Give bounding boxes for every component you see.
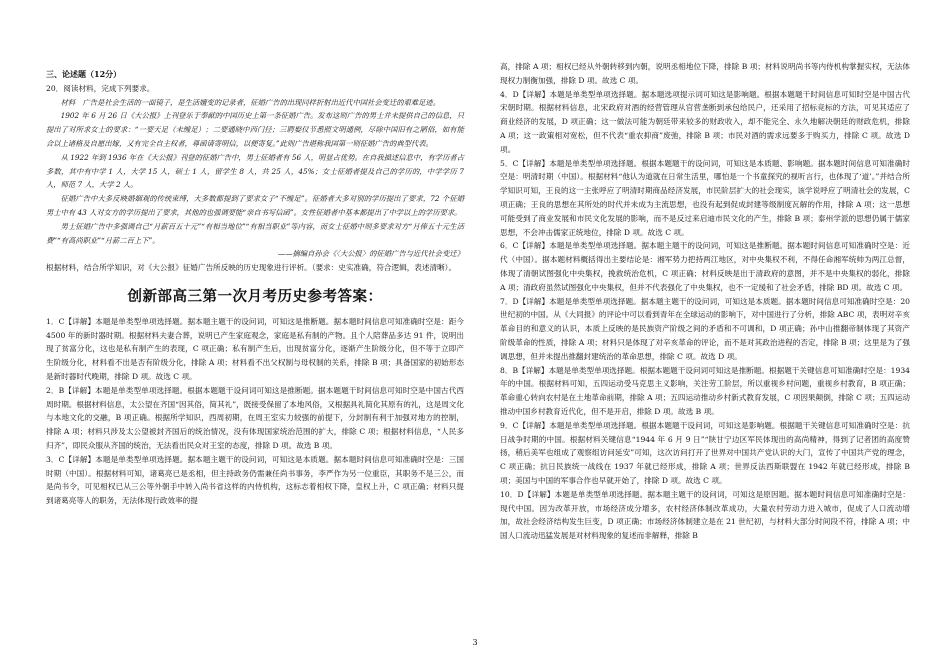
question-20: 20．阅读材料，完成下列要求。 [46,83,155,93]
question-task: 根据材料，结合所学知识，对《大公报》征婚广告所反映的历史现象进行评析。（要求：史实准确，符合逻辑，表述清晰）。 [46,263,457,273]
material-paragraph: 男士征婚广告中多强调自己“月薪百五十元”“有相当地位”“有相当职业”等内容，而女士征婚中则多要求对方“月俸五十元生活费”“有高尚职业”“月薪二百上下”。 [46,221,464,245]
answer-item: 1．C【详解】本题是单类型单项选择题。据本题主题干的设问词，可知这是推断题。据本题时间信息可知准确时空是：距今 4500 年的新时器时期。根据材料夫妻合葬，说明已产生家庭观念，家庭是私有制的产物。且个人陪葬品多达 91 件，说明出现了贫富分化，这也是私有制产生的表现，C 项正确；私有制产生后，出现贫富分化，逐渐产生阶级分化，但不等于立即产生阶级分化，材料看不出是否有阶级分化，排除 A 项；材料看不出父权制与母权制的关系，排除 B 项；具备国家的初始形态是新时器时代晚期，排除 D 项。故选 C 项。 [46,316,464,381]
answer-item: 7．D【详解】本题是单类型单项选择题。据本题主题干的设问词，可知这是本质题。据本题时间信息可知准确时空是：20 世纪初的中国。从《大同报》的评论中可以看到青年在全球运动的影响下，对中国进行了分析，排除 ABC 项，表明对辛亥革命目的和意义的认识，本质上反映的是民族资产阶级之间的矛盾和不可调和，D 项正确；孙中山推翻帝制体现了其资产阶级革命的性质，排除 A 项；材料只是体现了对辛亥革命的评论，而不是对其政治进程的否定，排除 B 项；这里是为了强调思想，但并未提出推翻封建统治的革命思想，排除 C 项。故选 D 项。 [500,296,910,361]
answer-item: 3．C【详解】本题是单类型单项选择题。据本题主题干的设问词，可知这是本质题。据本题时间信息可知准确时空是：三国时期（中国）。根据材料可知，诸葛亮已是丞相，但主持政务仍需兼任尚书事务，李严作为另一位重臣，其职务不是三公，而是尚书令，可见相权已从三公等外朝手中转入尚书省这样的内侍机构，这标志着相权下降，皇权上升，C 项正确；材料只提到诸葛亮等人的职务，无法体现行政效率的提 [46,454,464,506]
answer-continuation: 高，排除 A 项；相权已经从外朝转移到内朝，说明丞相地位下降，排除 B 项；材料说明尚书等内侍机构掌握实权，无法体现权力制衡加强，排除 D 项。故选 C 项。 [500,62,910,85]
material-paragraph: 材料 广告是社会生活的一面镜子，是生活嬗变的记录者，征婚广告的出现同样折射出近代中国社会变迁的艰难足迹。 [60,97,441,107]
answer-item: 8．B【详解】本题是单类型单项选择题。根据本题题干设问词可知这是推断题。根据题干关键信息可知准确时空是：1934 年的中国。根据材料可知，五四运动受马克思主义影响，关注劳工阶层，所以重视乡村问题，重视乡村教育，B 项正确；革命重心转向农村是在土地革命前期，排除 A 项；五四运动推动乡村新式教育发展，C 项因果颠倒，排除 C 项；五四运动推动中国乡村教育近代化，但不是开启，排除 D 项。故选 B 项。 [500,365,910,416]
page-number: 3 [472,638,478,647]
answer-item: 2．B【详解】本题是单类型单项选择题。根据本题题干设问词可知这是推断题。据本题题干时间信息可知时空是中国古代西周时期。根据材料信息，太公望在齐国“因其俗，简其礼”，既接受保留了本地风俗，又根据具礼简化其原有的礼，这是周文化与本地文化的交融，B 项正确。根据所学知识，西周初期，在周王室实力较强的前提下，分封制有利于加强对地方的控制，排除 A 项；材料只涉及太公望被封齐国后的统治情况，没有体现国家统治范围的扩大，排除 C 项；根据材料信息，“人民多归齐”，即民众服从齐国的统治，无法看出民众对王室的态度，排除 D 项。故选 B 项。 [46,385,464,450]
material-paragraph: 1902 年 6 月 26 日《大公报》上刊登乐于奉献的中国历史上第一条征婚广告。发布这则广告的男士并未提供自己的信息，只提出了对所求女士的要求：“一要天足（未缠足）；二要通晓中西门径；三聘娶仪节悉照文明通例，尽除中国旧有之陋俗，如有能合以上诸格及自愿出嫁，又有完全自主权者，尊函请寄明信，以便寄复。”此则广告堪称我国第一则征婚广告的典型代表。 [46,111,464,148]
answer-item: 9．C【详解】本题是单类型单项选择题。根据本题题干设问词，可知这是影响题。根据题干关键信息可知准确时空是：抗日战争时期的中国。根据材料关键信息“1944 年 6 月 9 日”“陕甘宁边区军民体现出的高尚精神，得到了记者团的高度赞扬，稍后美军也组成了观察组访问延安”可知，这次访问打开了世界对中国共产党认识的大门，宣传了中国共产党的理念，C 项正确；抗日民族统一战线在 1937 年就已经形成，排除 A 项；世界反法西斯联盟在 1942 年就已经形成，排除 B 项；美国与中国的军事合作也早就开始了，排除 D 项。故选 C 项。 [500,420,910,485]
answer-item: 6．C【详解】本题是单类型单项选择题。据本题主题干的设问词，可知这是推断题。据本题时间信息可知准确时空是：近代（中国）。据本题材料概括得出主要结论是：湘军势力把持两江地区，对中央集权不利，不得任命湘军统帅为两江总督，体现了清朝试图强化中央集权，挽救统治危机，C 项正确；材料反映是出于清政府的意图，并不是中央集权的弱化，排除 A 项；清政府虽然试图强化中央集权，但并不代表强化了中央集权，也不一定缓和了社会矛盾，排除 BD 项。故选 C 项。 [500,241,910,292]
material-block [46,96,464,248]
answer-item: 5．C【详解】本题是单类型单项选择题。根据本题题干的设问词，可知这是本质题、影响题。据本题时间信息可知准确时空是：明清时期（中国）。根据材料“他认为道就在日常生活里，哪怕是一个书童探究的视听言行，也体现了‘道’。”并结合所学知识可知，王良的这一主张呼应了明清时期商品经济发展，市民阶层扩大的社会现实，该学说呼应了明清社会的发展，C 项正确；王良的思想在其所处的时代并未成为主流思想，也没有起到促成封建等级制度瓦解的作用，排除 A 项；这一思想可能受到了商业发展和市民文化发展的影响，而不是反过来启迪市民文化的产生，排除 B 项；泰州学派的思想仍属于儒家思想，不会冲击儒家正统地位，排除 D 项。故选 C 项。 [500,158,910,237]
material-paragraph: 征婚广告中大多反映婚姻观的传统束缚，大多数都提到了要求女子“不缠足”。征婚者大多对别的学历提出了要求，72 个征婚男士中有 43 人对女方的学历提出了要求，其他的也强调要能“亲自书写信函”。女性征婚者中基本都提出了中学以上的学历要求。 [46,194,464,217]
answer-item: 10．D【详解】本题是单类型单项选择题。据本题主题干的设问词，可知这是原因题。据本题时间信息可知准确时空是：现代中国。因为改革开放，市场经济成分增多，农村经济体制改革成功，大量农村劳动力进入城市，促成了人口流动增加，故社会经济结构发生巨变，D 项正确；市场经济体制建立是在 21 世纪初，与材料大部分时间段不符，排除 A 项；中国人口流动迅猛发展是对材料现象的复述而非解释，排除 B [500,489,910,541]
material-source: ——摘编自孙会《〈大公报〉的征婚广告与近代社会变迁》 [277,249,464,259]
answer-item: 4．D【详解】本题是单类型单项选择题。据本题选项提示词可知这是影响题。根据本题题干时间信息可知时空是中国古代宋朝时期。根据材料信息，北宋政府对酒的经营管理从官营垄断到承包给民户，还采用了招标竞标的方法，可见其适应了商业经济的发展，D 项正确；这一做法可能为朝廷带来较多的财政收入，却不能完全、永久地解决朝廷的财政危机，排除 A 项；这一政策相对宽松，但不代表“重农抑商”废弛，排除 B 项；市民对酒的需求远要多于购买力，排除 C 项。故选 D 项。 [500,89,910,154]
material-paragraph: 从 1922 年到 1936 年在《大公报》刊登的征婚广告中，男士征婚者有 56 人，明显占优势。在自我描述信息中，有学历者占多数，其中有中学 1 人，大学 15 人，硕士 1 人，留学生 8 人，共 25 人，45%；女士征婚者提及自己的学历的，中学学历 7 人，师范 7 人，大学 2 人。 [46,152,464,190]
section-heading: 三、论述题（12分） [46,69,122,79]
left-column [46,68,464,508]
answer-title: 创新部高三第一次月考历史参考答案： [127,288,383,305]
right-column [500,60,910,543]
